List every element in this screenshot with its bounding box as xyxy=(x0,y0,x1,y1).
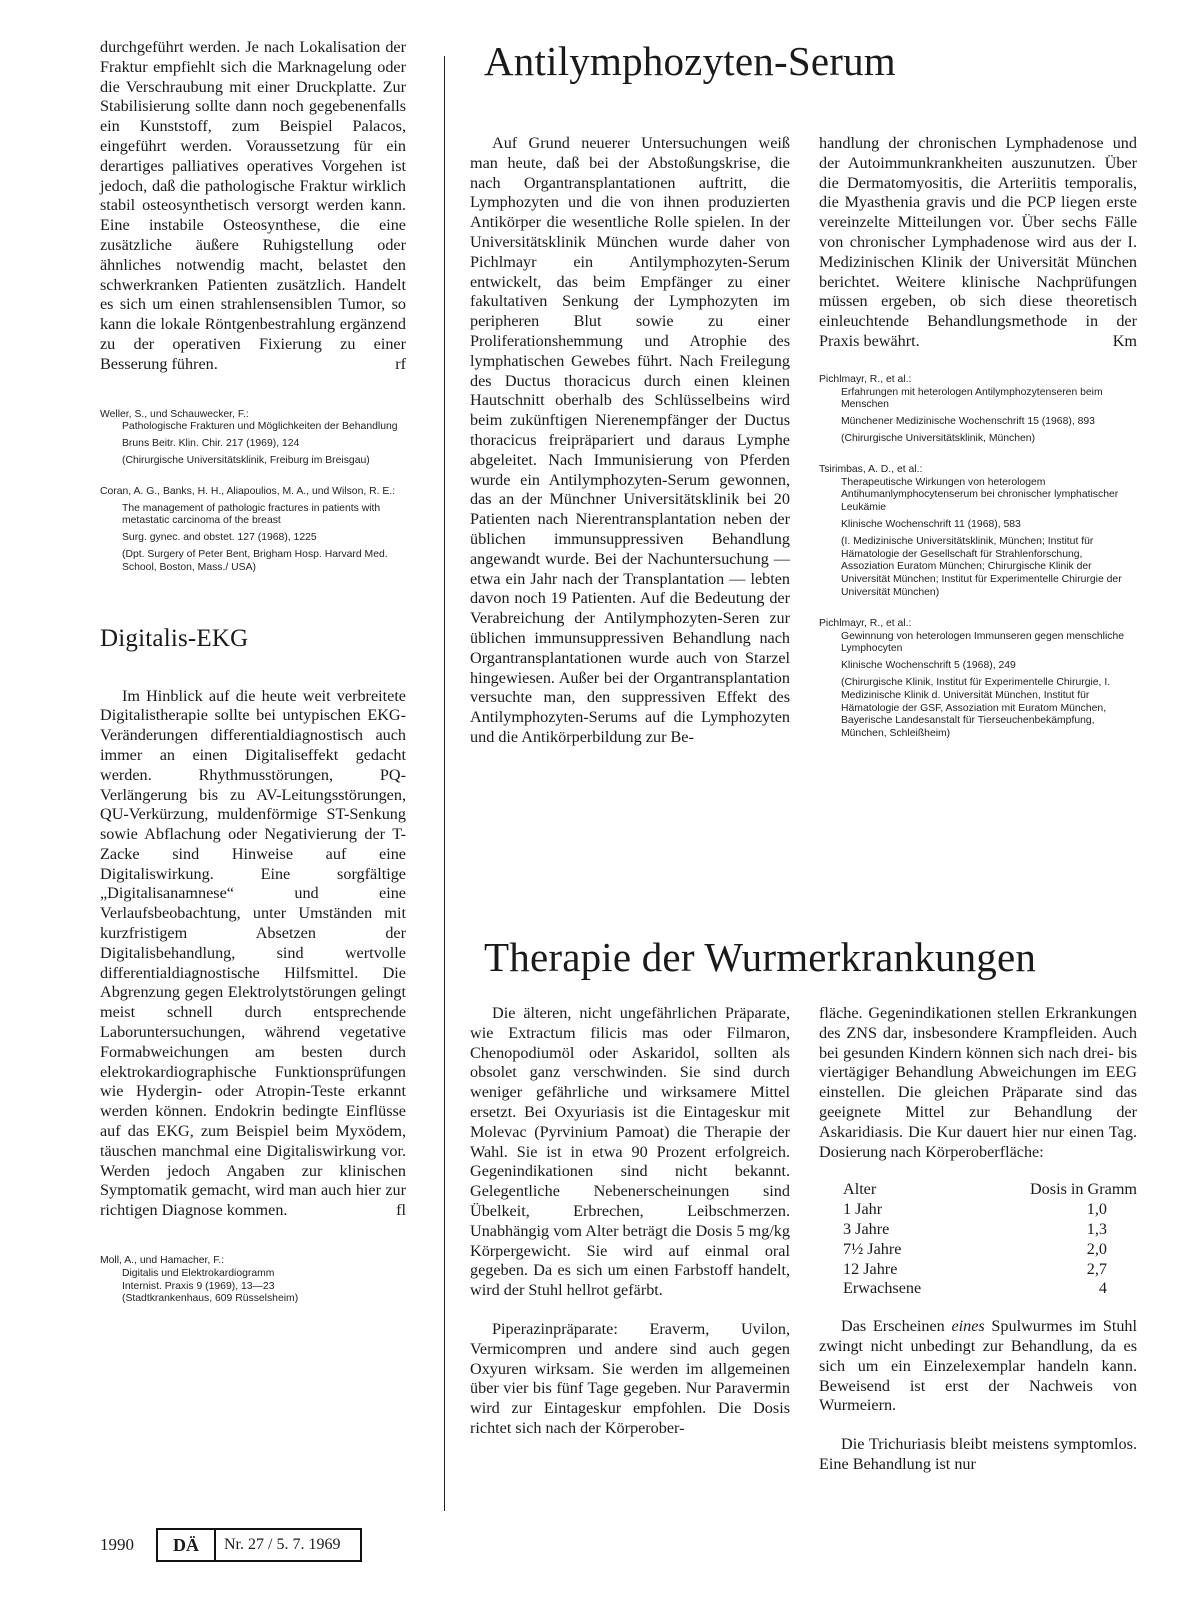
dose-cell: 2,0 xyxy=(1086,1239,1107,1258)
body-paragraph: Auf Grund neuerer Untersuchungen weiß man heute, daß bei der Abstoßungskrise, die nach Organtransplantationen auftritt, die Lymphozyten und die von ihnen produzierten Antikörper die wesentliche Rolle spielen. In der Universitätsklinik München wurde daher von Pichlmayr ein Antilymphozyten-Serum entwickelt, das beim Empfänger zu einer fakultativen Senkung der Lymphozyten im peripheren Blut sowie zu einer Proliferationshemmung und Atrophie des lymphatischen Gewebes führt. Nach Freilegung des Ductus thoracicus durch einen kleinen Hautschnitt oberhalb des Schlüsselbeins wird beim zukünftigen Nierenempfänger der Ductus thoracicus freipräpariert und daraus Lymphe abgeleitet. Nach Immunisierung von Pferden wurde ein Antilymphozyten-Serum gewonnen, das an der Münchner Universitätsklinik bei 20 Patienten nach Nierentransplantation neben der üblichen immunsuppressiven Behandlung angewandt wurde. Bei der Nachuntersuchung — etwa ein Jahr nach der Transplantation — lebten davon noch 19 Patienten. Auf die Bedeutung der Verabreichung der Antilymphozyten-Seren zur üblichen immunsuppressiven Behandlung nach Organtransplantationen wurde auch von Starzel hingewiesen. Außer bei der Organtransplantation versuchte man, den suppressiven Effekt des Antilymphozyten-Serums auf die Lymphozyten und die Antikörperbildung zur Be- xyxy=(470,134,790,746)
als-article xyxy=(470,134,1150,824)
table-row xyxy=(819,1260,1137,1280)
issue-info: Nr. 27 / 5. 7. 1969 xyxy=(224,1536,341,1553)
wurm-heading: Therapie der Wurmerkrankungen xyxy=(484,934,1037,980)
reference-source: Münchener Medizinische Wochenschrift 15 (1968), 893 xyxy=(841,416,1095,428)
page-footer xyxy=(100,1527,362,1563)
body-paragraph: fläche. Gegenindikationen stellen Erkrankungen des ZNS dar, insbesondere Krampfleiden. Auch bei gesunden Kindern können sich nach drei- bis viertägiger Behandlung Abweichungen im EEG einstellen. Die gleichen Präparate sind das geeignete Mittel zur Behandlung der Askaridiasis. Die Kur dauert hier nur einen Tag. Dosierung nach Körperoberfläche: xyxy=(819,1004,1137,1161)
author-signature: rf xyxy=(395,354,406,373)
reference-title: Therapeutische Wirkungen von heterologem Antihumanlymphocytenserum bei chronischer lymphatischer Leukämie xyxy=(841,476,1119,514)
wurm-column-b xyxy=(819,1004,1137,1475)
reference-source: Bruns Beitr. Klin. Chir. 217 (1969), 124 xyxy=(122,438,300,450)
body-paragraph: durchgeführt werden. Je nach Lokalisation der Fraktur empfiehlt sich die Marknagelung oder die Verschraubung mit einer Druckplatte. Zur Stabilisierung sollte dann noch gegebenenfalls ein Kunststoff, zum Beispiel Palacos, eingeführt werden. Voraussetzung für ein derartiges palliatives operatives Vorgehen ist jedoch, daß die pathologische Fraktur wirklich stabil osteosynthetisch versorgt werden kann. Eine instabile Osteosynthese, die eine zusätzliche äußere Ruhigstellung oder ähnliches notwendig macht, belastet den schwerkranken Patienten zusätzlich. Handelt es sich um einen strahlensensiblen Tumor, so kann die lokale Röntgenbestrahlung ergänzend zu der operativen Fixierung zu einer Besserung führen. rf xyxy=(100,38,406,373)
table-row xyxy=(819,1240,1137,1260)
reference-authors: Moll, A., und Hamacher, F.: xyxy=(100,1255,225,1267)
reference-entry xyxy=(100,486,406,575)
table-row xyxy=(819,1200,1137,1220)
left-column xyxy=(100,38,406,1306)
reference-authors: Weller, S., und Schauwecker, F.: xyxy=(100,408,249,420)
reference-authors: Coran, A. G., Banks, H. H., Aliapoulios, M. A., und Wilson, R. E.: xyxy=(100,485,396,497)
reference-authors: Pichlmayr, R., et al.: xyxy=(819,617,912,629)
dosage-table xyxy=(819,1180,1137,1299)
reference-source: Internist. Praxis 9 (1969), 13—23 xyxy=(122,1280,275,1292)
reference-list xyxy=(100,1255,406,1306)
dose-cell: 1,3 xyxy=(1086,1219,1107,1238)
als-column-b xyxy=(819,134,1137,741)
wurm-article xyxy=(470,1004,1150,1524)
reference-affiliation: (Chirurgische Klinik, Institut für Experimentelle Chirurgie, I. Medizinische Klinik d. Universität München, Institut für Hämatologie der GSF, Assoziation mit Euratom München, Bayerische Landesanstalt für Tierseuchenbekämpfung, München, Schleißheim) xyxy=(841,676,1111,740)
page-number: 1990 xyxy=(100,1535,134,1554)
reference-affiliation: (Chirurgische Universitätsklinik, München) xyxy=(841,432,1036,444)
reference-title: Erfahrungen mit heterologen Antilymphozytenseren beim Menschen xyxy=(841,386,1103,411)
reference-affiliation: (Dpt. Surgery of Peter Bent, Brigham Hosp. Harvard Med. School, Boston, Mass./ USA) xyxy=(122,548,388,573)
reference-authors: Tsirimbas, A. D., et al.: xyxy=(819,463,923,475)
wurm-column-a xyxy=(470,1004,790,1439)
body-paragraph: Im Hinblick auf die heute weit verbreitete Digitalistherapie sollte bei untypischen EKG-Veränderungen differentialdiagnostisch auch immer an einen Digitaliseffekt gedacht werden. Rhythmusstörungen, PQ-Verlängerung bis zu AV-Leitungsstörungen, QU-Verkürzung, muldenförmige ST-Senkung sowie Abflachung oder Negativierung der T-Zacke sind Hinweise auf eine Digitaliswirkung. Eine sorgfältige „Digitalisanamnese“ und eine Verlaufsbeobachtung, unter Umständen mit kurzfristigem Absetzen der Digitalisbehandlung, sind wertvolle differentialdiagnostische Hilfsmittel. Die Abgrenzung gegen Elektrolytstörungen gelingt meist schnell durch entsprechende Laboruntersuchungen, während vegetative Formabweichungen am besten durch elektrokardiographische Funktionsprüfungen wie Hydergin- oder Atropin-Teste erkannt werden können. Endokrin bedingte Einflüsse auf das EKG, zum Beispiel beim Myxödem, täuschen manchmal eine Digitaliswirkung vor. Werden jedoch Angaben zur klinischen Symptomatik gemacht, wird man auch hier zur richtigen Diagnose kommen. fl xyxy=(100,686,406,1220)
fracture-article-end xyxy=(100,38,406,375)
reference-affiliation: (I. Medizinische Universitätsklinik, München; Institut für Hämatologie der Gesellschaft für Strahlenforschung, Assoziation Euratom München; Chirurgische Klinik der Universität München; Institut für Experimentelle Chirurgie der Universität München) xyxy=(841,535,1122,598)
reference-entry xyxy=(100,409,406,468)
age-cell: 7½ Jahre xyxy=(843,1239,902,1258)
digitalis-article xyxy=(100,687,406,1222)
reference-title: Gewinnung von heterologen Immunseren gegen menschliche Lymphocyten xyxy=(841,630,1125,655)
reference-affiliation: (Chirurgische Universitätsklinik, Freiburg im Breisgau) xyxy=(122,454,370,466)
reference-title: Pathologische Frakturen und Möglichkeiten der Behandlung xyxy=(122,421,398,433)
reference-affiliation: (Stadtkrankenhaus, 609 Rüsselsheim) xyxy=(122,1293,299,1305)
age-cell: 3 Jahre xyxy=(843,1219,890,1238)
als-heading: Antilymphozyten-Serum xyxy=(484,38,896,84)
right-area xyxy=(470,38,1150,1524)
reference-entry xyxy=(100,1255,406,1306)
body-paragraph: Die älteren, nicht ungefährlichen Präparate, wie Extractum filicis mas oder Filmaron, Chenopodiumöl oder Askaridol, sollten als obsolet ganz verschwinden. Sie sind durch weniger gefährliche und wirksamere Mittel ersetzt. Bei Oxyuriasis ist die Eintageskur mit Molevac (Pyrvinium Pamoat) die Therapie der Wahl. Sie ist in etwa 90 Prozent erfolgreich. Gegenindikationen sind nicht bekannt. Gelegentliche Nebenerscheinungen sind Übelkeit, Erbrechen, Leibschmerzen. Unabhängig vom Alter beträgt die Dosis 5 mg/kg Körpergewicht. Sie wird auf einmal oral gegeben. Da es sich um einen Farbstoff handelt, wird der Stuhl hellrot gefärbt. xyxy=(470,1004,790,1300)
journal-logo: DÄ xyxy=(158,1530,216,1560)
reference-list xyxy=(100,409,406,575)
age-cell: 12 Jahre xyxy=(843,1259,898,1278)
reference-source: Surg. gynec. and obstet. 127 (1968), 1225 xyxy=(122,532,317,544)
reference-authors: Pichlmayr, R., et al.: xyxy=(819,373,912,385)
body-paragraph: Die Trichuriasis bleibt meistens symptomlos. Eine Behandlung ist nur xyxy=(819,1435,1137,1473)
dose-cell: 2,7 xyxy=(1086,1259,1107,1278)
reference-entry xyxy=(819,618,1137,741)
reference-entry xyxy=(819,464,1137,600)
journal-badge xyxy=(156,1528,362,1562)
reference-list xyxy=(819,374,1137,741)
als-column-a xyxy=(470,134,790,748)
reference-entry xyxy=(819,374,1137,446)
reference-source: Klinische Wochenschrift 5 (1968), 249 xyxy=(841,660,1016,672)
dosage-table-header xyxy=(819,1180,1137,1200)
author-signature: fl xyxy=(396,1201,406,1220)
body-paragraph: Piperazinpräparate: Eraverm, Uvilon, Vermicompren und andere sind auch gegen Oxyuren wirksam. Sie werden im allgemeinen über vier bis fünf Tage gegeben. Nur Paravermin wird zur Eintageskur empfohlen. Die Dosis richtet sich nach der Körperober- xyxy=(470,1319,790,1437)
column-divider xyxy=(444,56,445,1511)
age-cell: Erwachsene xyxy=(843,1279,922,1298)
column-header-age: Alter xyxy=(843,1180,877,1199)
body-paragraph: handlung der chronischen Lymphadenose und der Autoimmunkrankheiten auszunutzen. Über die Dermatomyositis, die Arteriitis temporalis, die Myasthenia gravis und die PCP liegen erste vereinzelte Mitteilungen vor. Über sechs Fälle von chronischer Lymphadenose wird aus der I. Medizinischen Klinik der Universität München berichtet. Weitere klinische Nachprüfungen müssen ergeben, ob sich diese theoretisch einleuchtende Behandlungsmethode in der Praxis bewährt. Km xyxy=(819,134,1137,350)
dose-cell: 4 xyxy=(1098,1279,1107,1298)
reference-title: Digitalis und Elektrokardiogramm xyxy=(122,1267,275,1279)
column-header-dose: Dosis in Gramm xyxy=(1029,1180,1137,1199)
table-row xyxy=(819,1220,1137,1240)
digitalis-heading: Digitalis-EKG xyxy=(100,624,249,652)
reference-source: Klinische Wochenschrift 11 (1968), 583 xyxy=(841,518,1021,530)
age-cell: 1 Jahr xyxy=(843,1200,883,1219)
author-signature: Km xyxy=(1112,331,1137,350)
dose-cell: 1,0 xyxy=(1086,1200,1107,1219)
reference-title: The management of pathologic fractures in patients with metastatic carcinoma of the breast xyxy=(122,502,381,527)
table-row xyxy=(819,1279,1137,1299)
body-paragraph: Das Erscheinen eines Spulwurmes im Stuhl zwingt nicht unbedingt zur Behandlung, da es sich um ein Einzelexemplar handeln kann. Beweisend ist erst der Nachweis von Wurmeiern. xyxy=(819,1317,1137,1415)
